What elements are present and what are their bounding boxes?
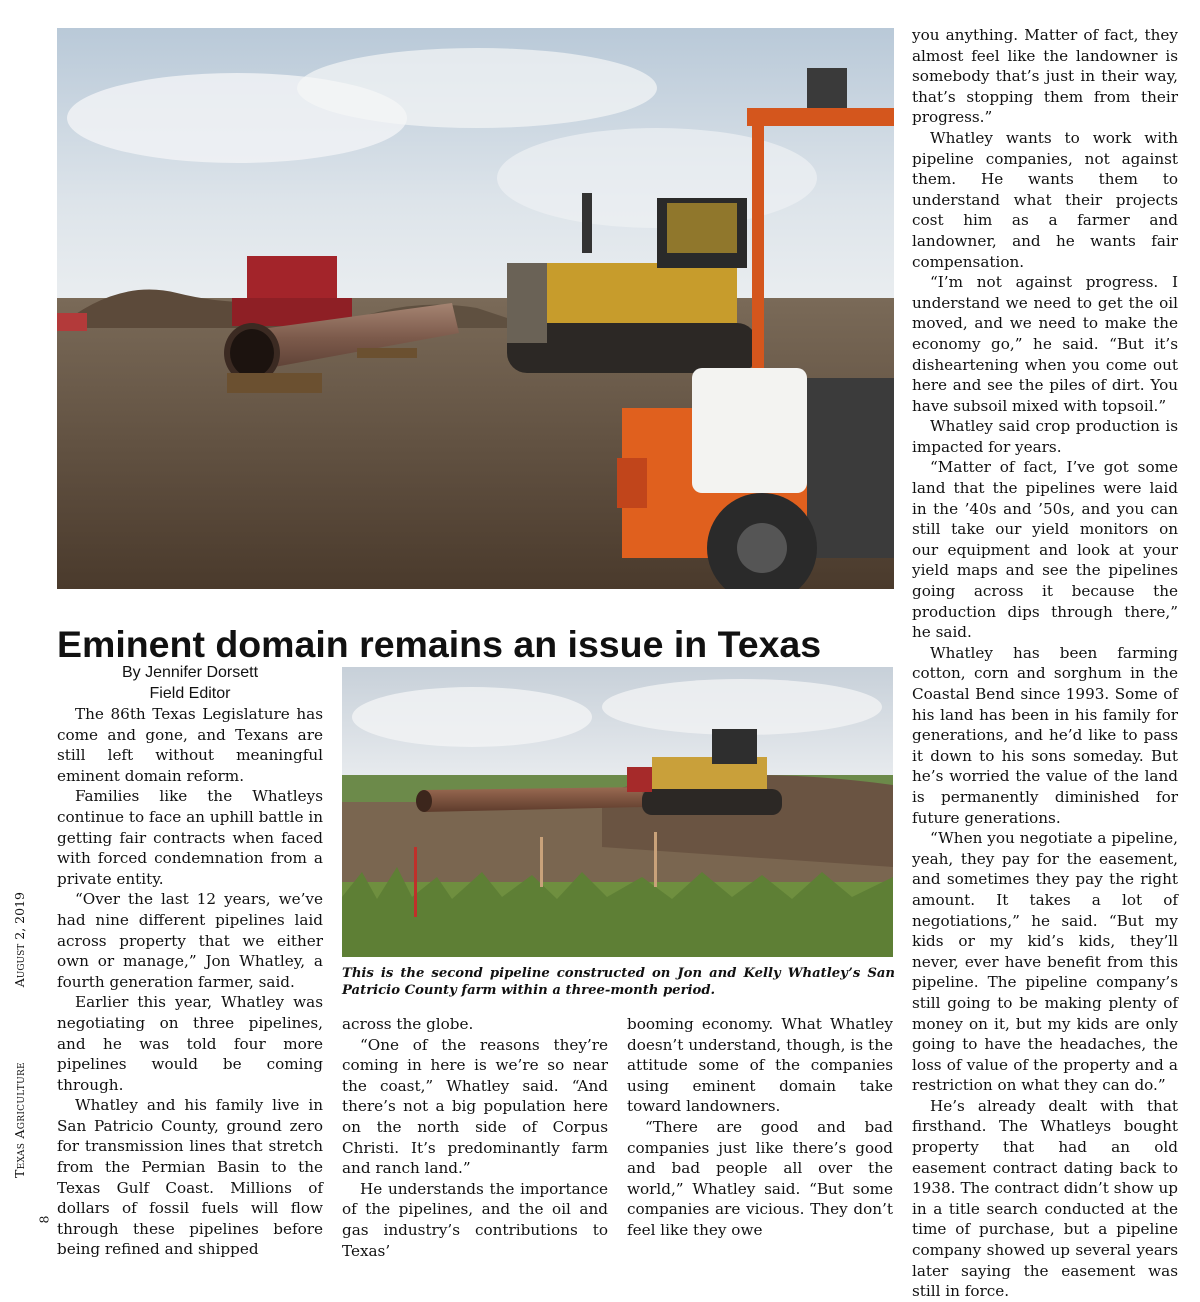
article-column-2: [342, 1014, 608, 1261]
paragraph: you anything. Matter of fact, they almost feel like the landowner is somebody that’s just in their way, that’s stopping them from their progress.”: [912, 26, 1178, 127]
second-pipeline-photo: [342, 667, 893, 957]
paragraph: Whatley said crop production is impacted for years.: [912, 417, 1178, 456]
paragraph: “There are good and bad companies just like there’s good and bad people all over the world,” Whatley said. “But some companies are vicious. They don’t feel like they owe: [627, 1117, 893, 1239]
paragraph: He understands the importance of the pipelines, and the oil and gas industry’s contributions to Texas’: [342, 1179, 608, 1260]
issue-date: August 2, 2019: [12, 892, 27, 988]
paragraph: “One of the reasons they’re coming in here is we’re so near the coast,” Whatley said. “And there’s not a big population here on the north side of Corpus Christi. It’s predominantly farm and ranch land.”: [342, 1035, 608, 1178]
paragraph: across the globe.: [342, 1015, 474, 1033]
article-column-1: [57, 704, 323, 1260]
page-number: 8: [36, 1215, 52, 1224]
paragraph: “Over the last 12 years, we’ve had nine different pipelines laid across property that we either own or manage,” Jon Whatley, a fourth generation farmer, said.: [57, 890, 323, 991]
byline: [57, 662, 323, 704]
paragraph: Whatley wants to work with pipeline companies, not against them. He wants them to understand what their projects cost him as a farmer and landowner, and he wants fair compensation.: [912, 128, 1178, 271]
photo-caption: This is the second pipeline constructed on Jon and Kelly Whatley’s San Patricio County farm within a three-month period.: [342, 966, 895, 998]
article-column-4: [912, 25, 1178, 1302]
paragraph: He’s already dealt with that firsthand. The Whatleys bought property that had an old easement contract dating back to 1938. The contract didn’t show up in a title search conducted at the time of purchase, but a pipeline company showed up several years later saying the easement was still in force.: [912, 1096, 1178, 1301]
author-name: By Jennifer Dorsett: [121, 664, 259, 681]
author-role: Field Editor: [149, 685, 231, 702]
pipeline-construction-photo: [57, 28, 894, 589]
folio: [12, 878, 30, 1178]
paragraph: booming economy. What Whatley doesn’t understand, though, is the attitude some of the companies using eminent domain take toward landowners.: [627, 1015, 893, 1116]
paragraph: Families like the Whatleys continue to face an uphill battle in getting fair contracts when faced with forced condemnation from a private entity.: [57, 787, 323, 888]
paragraph: Whatley and his family live in San Patricio County, ground zero for transmission lines that stretch from the Permian Basin to the Texas Gulf Coast. Millions of dollars of fossil fuels will flow through these pipelines before being refined and shipped: [57, 1096, 323, 1259]
paragraph: Earlier this year, Whatley was negotiating on three pipelines, and he was told four more pipelines would be coming through.: [57, 993, 323, 1094]
paragraph: Whatley has been farming cotton, corn and sorghum in the Coastal Bend since 1993. Some of his land has been in his family for generations, and he’d like to pass it down to his sons someday. But he’s worried the value of the land is permanently diminished for future generations.: [912, 643, 1178, 827]
paragraph: The 86th Texas Legislature has come and gone, and Texans are still left without meaningful eminent domain reform.: [57, 705, 323, 785]
paragraph: “I’m not against progress. I understand we need to get the oil moved, and we need to make the economy go,” he said. “But it’s disheartening when you come out here and see the piles of dirt. You have subsoil mixed with topsoil.”: [912, 273, 1178, 415]
publication-name: Texas Agriculture: [12, 1062, 27, 1178]
paragraph: “When you negotiate a pipeline, yeah, they pay for the easement, and sometimes they pay the right amount. It takes a lot of negotiations,” he said. “But my kids or my kid’s kids, they’ll never, ever have benefit from this pipeline. The pipeline company’s still going to be making plenty of money on it, but my kids are only going to have the headaches, the loss of value of the property and a restriction on what they can do.”: [912, 829, 1178, 1095]
paragraph: “Matter of fact, I’ve got some land that the pipelines were laid in the ’40s and ’50s, and you can still take our yield monitors on our equipment and look at your yield maps and see the pipelines going across it because the production dips through there,” he said.: [912, 458, 1178, 642]
headline: Eminent domain remains an issue in Texas: [57, 623, 822, 666]
article-column-3: [627, 1014, 893, 1241]
